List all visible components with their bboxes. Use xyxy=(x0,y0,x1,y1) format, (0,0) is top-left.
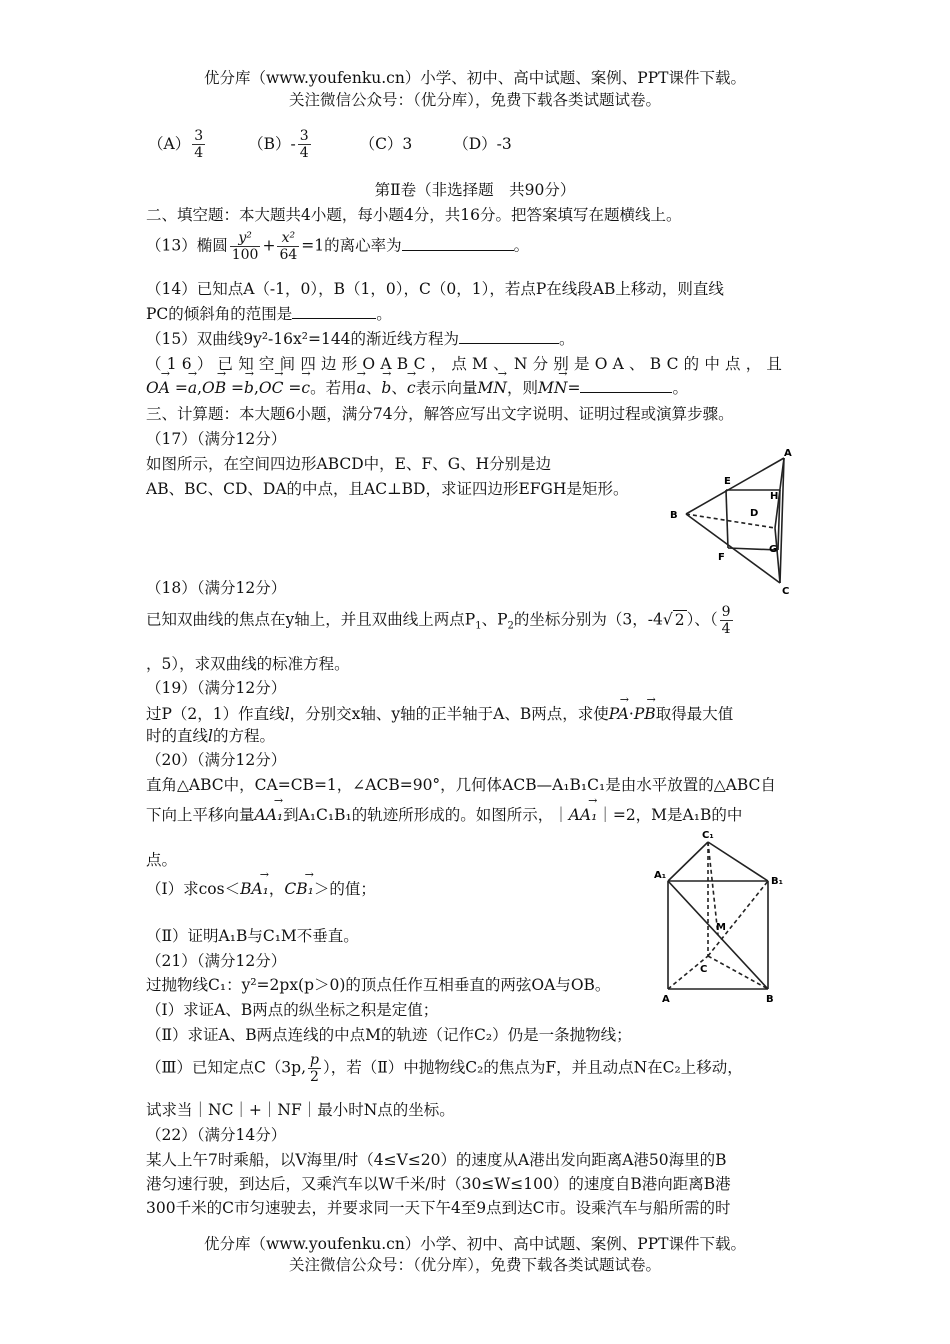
figure-17-tetrahedron xyxy=(660,446,800,598)
q21-part-1: （Ⅰ）求证A、B两点的纵坐标之积是定值； xyxy=(146,1001,439,1019)
q21-line-1: 过抛物线C₁：y²=2px(p＞0)的顶点任作互相垂直的两弦OA与OB。 xyxy=(146,976,611,994)
q17-line-1: 如图所示，在空间四边形ABCD中，E、F、G、H分别是边 xyxy=(146,455,552,473)
fig17-label-h: H xyxy=(770,491,779,502)
footer-line-2: 关注微信公众号：（优分库），免费下载各类试题试卷。 xyxy=(288,1256,661,1274)
figure-20-prism xyxy=(654,826,789,1006)
header-line-1: 优分库（www.youfenku.cn）小学、初中、高中试题、案例、PPT课件下载。 xyxy=(203,69,747,87)
q15: （15）双曲线9y²-16x²=144的渐近线方程为 。 xyxy=(146,327,575,349)
q17-line-2: AB、BC、CD、DA的中点，且AC⊥BD，求证四边形EFGH是矩形。 xyxy=(146,480,629,498)
q22-line-1: 某人上午7时乘船，以V海里/时（4≤V≤20）的速度从A港出发向距离A港50海里的B xyxy=(146,1151,727,1169)
section3-intro: 三、计算题：本大题6小题，满分74分，解答应写出文字说明、证明过程或演算步骤。 xyxy=(146,405,734,423)
q22-line-2: 港匀速行驶，到达后，又乘汽车以W千米/时（30≤W≤100）的速度自B港向距离B港 xyxy=(146,1175,731,1193)
fig17-label-d: D xyxy=(750,508,759,519)
fig20-label-c1: C₁ xyxy=(702,830,714,841)
fig17-label-e: E xyxy=(724,476,731,487)
q13: （13）椭圆 $\frac{\text{y²}}{100}$ + $\frac{\text{x²}}{64}$ =1的离心率为 。 xyxy=(146,230,530,263)
q18-line-2: ，5），求双曲线的标准方程。 xyxy=(146,655,350,673)
q14-line-2: PC的倾斜角的范围是 。 xyxy=(146,302,392,324)
q20-line-1: 直角△ABC中，CA=CB=1，∠ACB=90°，几何体ACB—A₁B₁C₁是由水平放置的△ABC自 xyxy=(146,776,776,794)
q18-line-1: 已知双曲线的焦点在y轴上，并且双曲线上两点$P_1$、$P_2$的坐标分别为（3，-4√ 2 ）、（ $\frac{9}{4}$ xyxy=(146,604,731,637)
q20-part-1: （Ⅰ）求cos＜→ BA₁，→ CB₁＞的值； xyxy=(146,874,376,899)
q21-part-3-line-2: 试求当｜NC｜+｜NF｜最小时N点的坐标。 xyxy=(146,1101,455,1119)
fig17-label-c: C xyxy=(782,586,790,597)
q20-part-2: （Ⅱ）证明A₁B与C₁M不垂直。 xyxy=(146,927,359,945)
q19-line-1: 过P（2，1）作直线l，分别交x轴、y轴的正半轴于A、B两点，求使→ PA·→ PB取得最大值 xyxy=(146,699,733,724)
q14-line-1: （14）已知点A（-1，0），B（1，0），C（0，1），若点P在线段AB上移动，则直线 xyxy=(146,280,724,298)
fig17-label-f: F xyxy=(718,552,725,563)
fig20-label-c: C xyxy=(700,964,708,975)
footer-line-1: 优分库（www.youfenku.cn）小学、初中、高中试题、案例、PPT课件下载。 xyxy=(203,1235,747,1253)
q16-line-1: （16）已知空间四边形OABC，点M、N分别是OA、BC的中点，且 xyxy=(146,355,788,373)
q22-line-3: 300千米的C市匀速驶去，并要求同一天下午4至9点到达C市。设乘汽车与船所需的时 xyxy=(146,1199,731,1217)
choice-c: （C）3 xyxy=(359,134,413,153)
q22-score: （22）（满分14分） xyxy=(146,1126,287,1144)
q21-part-3: （Ⅲ）已知定点C（3p, $\frac{p}{2}$ ），若（Ⅱ）中抛物线C₂的焦点为F，并且动点N在C₂上移动， xyxy=(146,1052,743,1085)
q20-line-3: 点。 xyxy=(146,851,178,869)
q20-score: （20）（满分12分） xyxy=(146,751,287,769)
choice-d: （D）-3 xyxy=(453,134,512,153)
fig20-label-b: B xyxy=(766,994,774,1005)
fig20-label-a: A xyxy=(662,994,670,1005)
fig17-label-b: B xyxy=(670,510,678,521)
fig17-label-a: A xyxy=(784,448,792,459)
q18-score: （18）（满分12分） xyxy=(146,579,287,597)
q16-line-2: → OA =→ a,→ OB =→ b,→ OC =→ c。若用→ a、→ b、→ c表示向量→ MN，则→ MN= 。 xyxy=(146,373,688,398)
fig20-label-m: M xyxy=(716,922,726,933)
fig20-label-b1: B₁ xyxy=(771,876,784,887)
fig20-label-a1: A₁ xyxy=(654,870,667,881)
q20-line-2: 下向上平移向量→ AA₁到A₁C₁B₁的轨迹所形成的。如图所示，｜→ AA₁｜=2，M是A₁B的中 xyxy=(146,800,742,825)
q21-score: （21）（满分12分） xyxy=(146,952,287,970)
q17-score: （17）（满分12分） xyxy=(146,430,287,448)
choice-b: （B）- $\frac{3}{4}$ xyxy=(248,128,309,161)
q19-line-2: 时的直线l的方程。 xyxy=(146,727,275,745)
header-line-2: 关注微信公众号：（优分库），免费下载各类试题试卷。 xyxy=(288,91,661,109)
choices-row xyxy=(148,128,512,161)
fig17-label-g: G xyxy=(769,544,778,555)
section2-intro: 二、填空题：本大题共4小题，每小题4分，共16分。把答案填写在题横线上。 xyxy=(146,206,682,224)
choice-a: （A） $\frac{3}{4}$ xyxy=(148,128,204,161)
q19-score: （19）（满分12分） xyxy=(146,679,287,697)
section2-title: 第Ⅱ卷（非选择题 共90分） xyxy=(374,181,576,199)
q21-part-2: （Ⅱ）求证A、B两点连线的中点M的轨迹（记作C₂）仍是一条抛物线； xyxy=(146,1026,632,1044)
